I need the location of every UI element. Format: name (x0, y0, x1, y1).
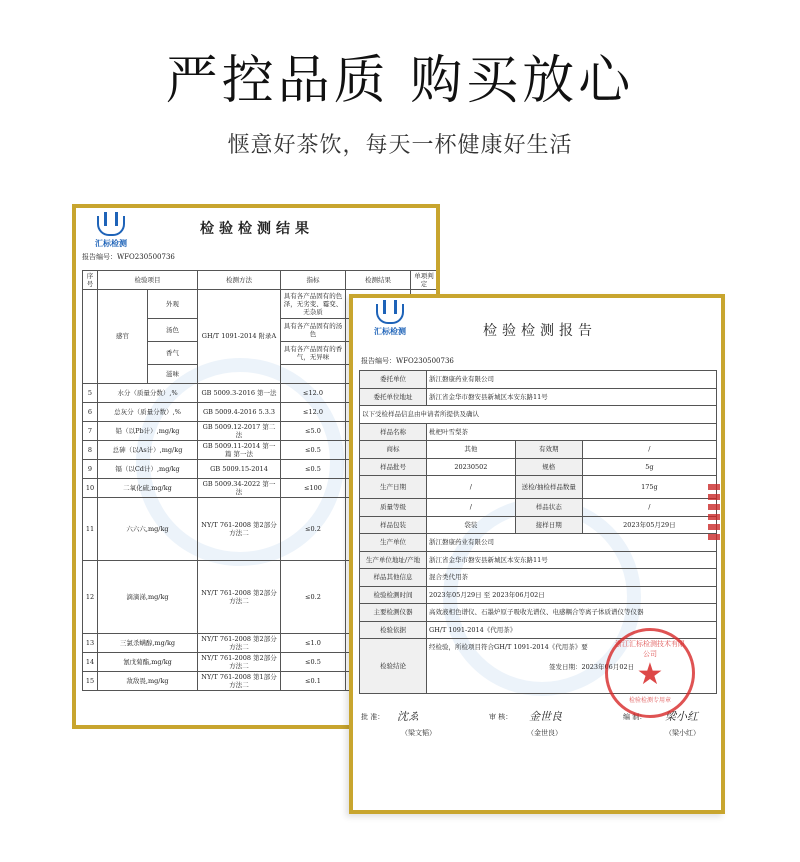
cell: 滋味 (147, 365, 197, 384)
review-name: （金世良） (527, 729, 562, 737)
seal-text: 浙江汇标检测技术有限公司 (615, 640, 685, 658)
table-row: 样品名称 枇杷叶雪梨茶 (360, 423, 717, 441)
logo-icon (97, 216, 125, 236)
front-title: 检验检测报告 (483, 323, 597, 339)
table-row: 11 六六六,mg/kg NY/T 761-2008 第2部分 方法二 ≤0.2 (83, 498, 438, 561)
table-row: 主要检测仪器 高效液相色谱仪、石墨炉原子吸收光谱仪、电感耦合等离子体质谱仪等仪器 (360, 604, 717, 622)
table-row: 10 二氧化硫,mg/kg GB 5009.34-2022 第一法 ≤100 (83, 479, 438, 498)
table-row: 样品批号 20230502 规格 5g (360, 458, 717, 476)
cell: 外观 (147, 290, 197, 319)
table-row: 5 水分（质量分数）,% GB 5009.3-2016 第一法 ≤12.0 (83, 384, 438, 403)
col-header: 检测结果 (346, 271, 411, 290)
table-row: 检验结论 经检验，所检项目符合GH/T 1091-2014《代用茶》要 签发日期：2023年06月02日 (360, 639, 717, 694)
approve-signature: 沈ゑ (397, 710, 419, 723)
front-logo (367, 304, 413, 337)
back-logo (88, 216, 134, 249)
review-signature: 金世良 (529, 710, 562, 723)
table-row: 6 总灰分（质量分数）,% GB 5009.4-2016 5.3.3 ≤12.0 (83, 403, 438, 422)
table-row: 14 氰戊菊酯,mg/kg NY/T 761-2008 第2部分 方法二 ≤0.5 (83, 653, 438, 672)
official-seal (605, 628, 695, 718)
table-row: 商标 其他 有效期 / (360, 441, 717, 459)
table-row: 生产单位地址/产地 浙江省金华市磐安县新城区本安东路11号 (360, 551, 717, 569)
table-row: 生产日期 / 送检/抽检样品数量 175g (360, 476, 717, 499)
table-row: 7 铅（以Pb计）,mg/kg GB 5009.12-2017 第二法 ≤5.0 (83, 422, 438, 441)
approve-name: （梁文韬） (401, 729, 436, 737)
cell: 感官 (98, 290, 148, 384)
cell: GH/T 1091-2014 附录A (198, 290, 281, 384)
table-row: 12 滴滴涕,mg/kg NY/T 761-2008 第2部分 方法二 ≤0.2 (83, 561, 438, 634)
compile-signature: 梁小红 (665, 710, 698, 723)
table-row: 9 镉（以Cd计）,mg/kg GB 5009.15-2014 ≤0.5 (83, 460, 438, 479)
col-header: 单项判定 (411, 271, 438, 290)
back-report-number: 报告编号：WFO230500736 (82, 253, 175, 261)
review-label: 审 核： (489, 713, 513, 721)
col-header: 序号 (83, 271, 98, 290)
table-row: 委托单位 浙江磐康药业有限公司 (360, 371, 717, 389)
seal-bottom-text: 检验检测专用章 (628, 697, 671, 704)
col-header: 检验项目 (98, 271, 198, 290)
approve-label: 批 准： (361, 713, 385, 721)
table-row: 生产单位 浙江磐康药业有限公司 (360, 534, 717, 552)
table-row: 质量等级 / 样品状态 / (360, 499, 717, 517)
cell: 具有各产品固有的汤色 (281, 319, 346, 342)
table-row: 样品包装 袋装 接样日期 2023年05月29日 (360, 516, 717, 534)
cell: 汤色 (147, 319, 197, 342)
table-row: 15 敌敌畏,mg/kg NY/T 761-2008 第1部分 方法二 ≤0.1 (83, 672, 438, 691)
cell: 具有各产品固有的香气，无异味 (281, 342, 346, 365)
test-report-certificate (349, 294, 725, 814)
table-row: 以下受检样品信息由申请者所提供及确认 (360, 406, 717, 424)
front-report-number: 报告编号：WFO230500736 (361, 357, 454, 365)
table-row: 检验依据 GH/T 1091-2014《代用茶》 (360, 621, 717, 639)
table-row: 检验检测时间 2023年05月29日 至 2023年06月02日 (360, 586, 717, 604)
table-row: 样品其他信息 混合类代用茶 (360, 569, 717, 587)
logo-text: 汇标检测 (95, 239, 127, 248)
conclusion-text: 经检验，所检项目符合GH/T 1091-2014《代用茶》要 (429, 643, 588, 651)
table-row: 委托单位地址 浙江省金华市磐安县新城区本安东路11号 (360, 388, 717, 406)
cell: 香气 (147, 342, 197, 365)
col-header: 指标 (281, 271, 346, 290)
seal-star-icon: ★ (636, 657, 664, 692)
cell: 具有各产品固有的色泽，无劣变、霉变、无杂质 (281, 290, 346, 319)
compile-label: 编 制： (623, 713, 647, 721)
subheadline: 惬意好茶饮，每天一杯健康好生活 (227, 133, 573, 158)
col-header: 检测方法 (198, 271, 281, 290)
table-row: 13 三氯杀螨醇,mg/kg NY/T 761-2008 第2部分 方法二 ≤1.0 (83, 634, 438, 653)
logo-icon (376, 304, 404, 324)
table-header-row (83, 271, 438, 290)
back-title: 检验检测结果 (200, 221, 314, 237)
logo-text: 汇标检测 (374, 327, 406, 336)
compile-name: （梁小红） (665, 729, 700, 737)
cell (281, 365, 346, 384)
seam-seal-mark (708, 484, 720, 540)
table-row: 8 总砷（以As计）,mg/kg GB 5009.11-2014 第一篇 第一法 ≤0.5 (83, 441, 438, 460)
headline: 严控品质 购买放心 (165, 51, 635, 111)
